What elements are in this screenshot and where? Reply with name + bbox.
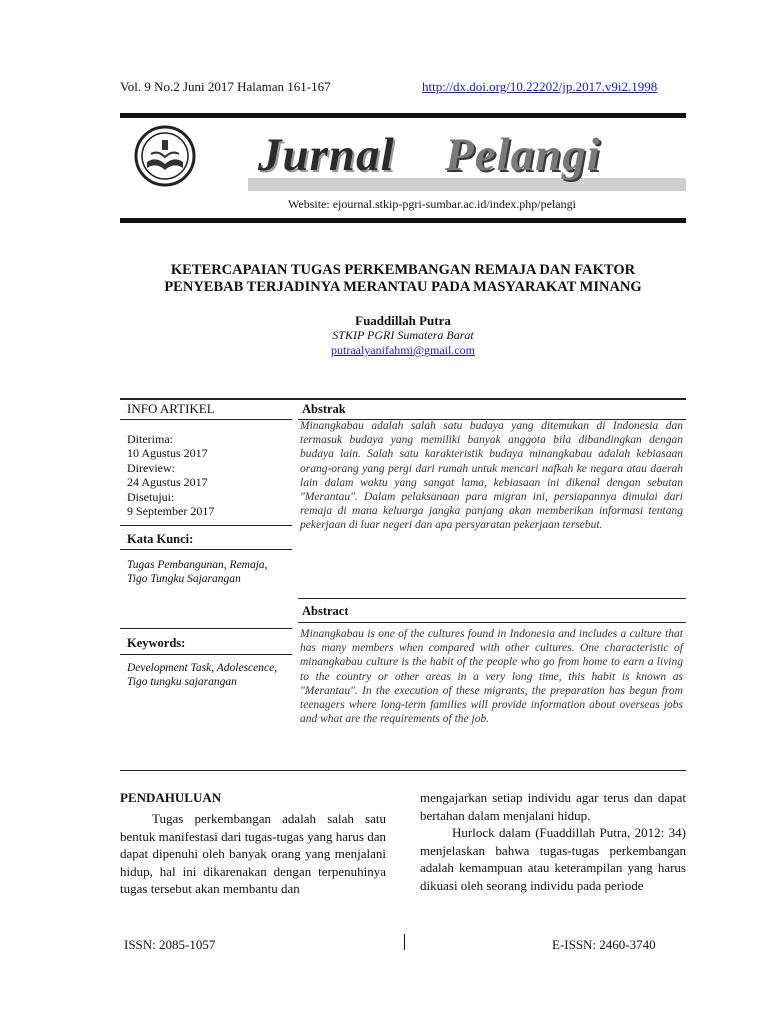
title-line-2: PENYEBAB TERJADINYA MERANTAU PADA MASYARAKAT MINANG [164, 279, 642, 295]
volume-info: Vol. 9 No.2 Juni 2017 Halaman 161-167 [120, 79, 331, 94]
abstrak-bottom-rule [298, 598, 686, 599]
abstrak-heading: Abstrak [302, 402, 346, 416]
journal-name-jurnal: Jurnal [258, 129, 395, 181]
date-line: Disetujui: [127, 489, 175, 504]
kata-head-rule [120, 549, 292, 550]
kata-kunci-text: Tugas Pembangunan, Remaja, Tigo Tungku Sajarangan [127, 559, 268, 585]
keywords-head-rule [120, 654, 292, 655]
author-name: Fuaddillah Putra [355, 313, 451, 328]
keywords-heading: Keywords: [127, 636, 186, 650]
abstract-head-rule [298, 622, 686, 623]
journal-name-pelangi: Pelangi [445, 129, 601, 181]
e-issn: E-ISSN: 2460-3740 [552, 937, 656, 952]
body-right-column [420, 789, 686, 894]
date-line: 9 September 2017 [127, 504, 215, 519]
kata-kunci-heading: Kata Kunci: [127, 532, 194, 546]
author-affiliation: STKIP PGRI Sumatera Barat [332, 328, 474, 342]
article-title [120, 262, 686, 296]
keywords-text: Development Task, Adolescence, Tigo tungku sajarangan [127, 662, 278, 688]
info-artikel-heading: INFO ARTIKEL [127, 401, 215, 416]
date-line: Direview: [127, 460, 175, 475]
abstract-bottom-rule [120, 770, 686, 771]
masthead-bottom-rule [120, 218, 686, 223]
date-line: 24 Agustus 2017 [127, 475, 208, 490]
info-top-rule [120, 398, 686, 400]
author-email [120, 343, 686, 358]
body-paragraph: mengajarkan setiap individu agar terus dan dapat bertahan dalam menjalani hidup. [420, 790, 686, 823]
abstrak-text: Minangkabau adalah salah satu budaya yang ditemukan di Indonesia dan termasuk budaya yang memiliki banyak anggota bila dibandingkan dengan budaya lain. Salah satu karakteristik budaya minangkabau adalah kebiasaan orang-orang yang pergi dari rumah untuk mencari nafkah ke negara atau daerah lain dalam waktu yang sangat lama, kebiasaan ini dikenal dengan sebutan "Merantau". Dalam pelaksanaan para migran ini, persiapannya dimulai dari remaja di mana keluarga jangka panjang akan memberikan informasi tentang pekerjaan di luar negeri dan apa persyaratan pekerjaan tersebut. [300, 420, 683, 532]
info-head-rule [120, 419, 292, 420]
article-dates [127, 432, 214, 518]
date-line: Diterima: [127, 432, 173, 446]
doi-link[interactable]: http://dx.doi.org/10.22202/jp.2017.v9i2.1998 [422, 79, 658, 94]
journal-website: Website: ejournal.stkip-pgri-sumbar.ac.id/index.php/pelangi [288, 197, 576, 211]
dates-bottom-rule [120, 525, 292, 526]
body-paragraph: Hurlock dalam (Fuaddillah Putra, 2012: 34) menjelaskan bahwa tugas-tugas perkembangan adalah kemampuan atau keterampilan yang harus dikuasi oleh seorang individu pada periode [420, 825, 686, 893]
author-email-link[interactable]: putraalyanifahmi@gmail.com [330, 343, 475, 357]
issn: ISSN: 2085-1057 [124, 937, 216, 952]
title-line-1: KETERCAPAIAN TUGAS PERKEMBANGAN REMAJA DAN FAKTOR [170, 262, 636, 278]
abstract-heading: Abstract [302, 604, 349, 618]
body-left-column [120, 810, 386, 898]
date-line: 10 Agustus 2017 [127, 446, 208, 461]
kata-bottom-rule [120, 628, 292, 629]
footer-divider [404, 934, 405, 950]
journal-logo-icon [133, 124, 197, 188]
body-paragraph: Tugas perkembangan adalah salah satu bentuk manifestasi dari tugas-tugas yang harus dan dapat dipenuhi oleh banyak orang yang menjalani hidup, hal ini dikarenakan dengan terpenuhinya tugas tersebut akan membantu dan [120, 811, 386, 896]
masthead-top-rule [120, 113, 686, 118]
section-heading: PENDAHULUAN [120, 790, 222, 805]
abstract-text: Minangkabau is one of the cultures found in Indonesia and includes a culture that has many members when compared with other cultures. One characteristic of minangkabau culture is the habit of the people who go from home to earn a living to the country or other areas in a very long time, this habit is known as "Merantau". In the execution of these migrants, the preparation has begun from teenagers where long-term families will provide information about overseas jobs and what are the requirements of the job. [300, 628, 683, 726]
